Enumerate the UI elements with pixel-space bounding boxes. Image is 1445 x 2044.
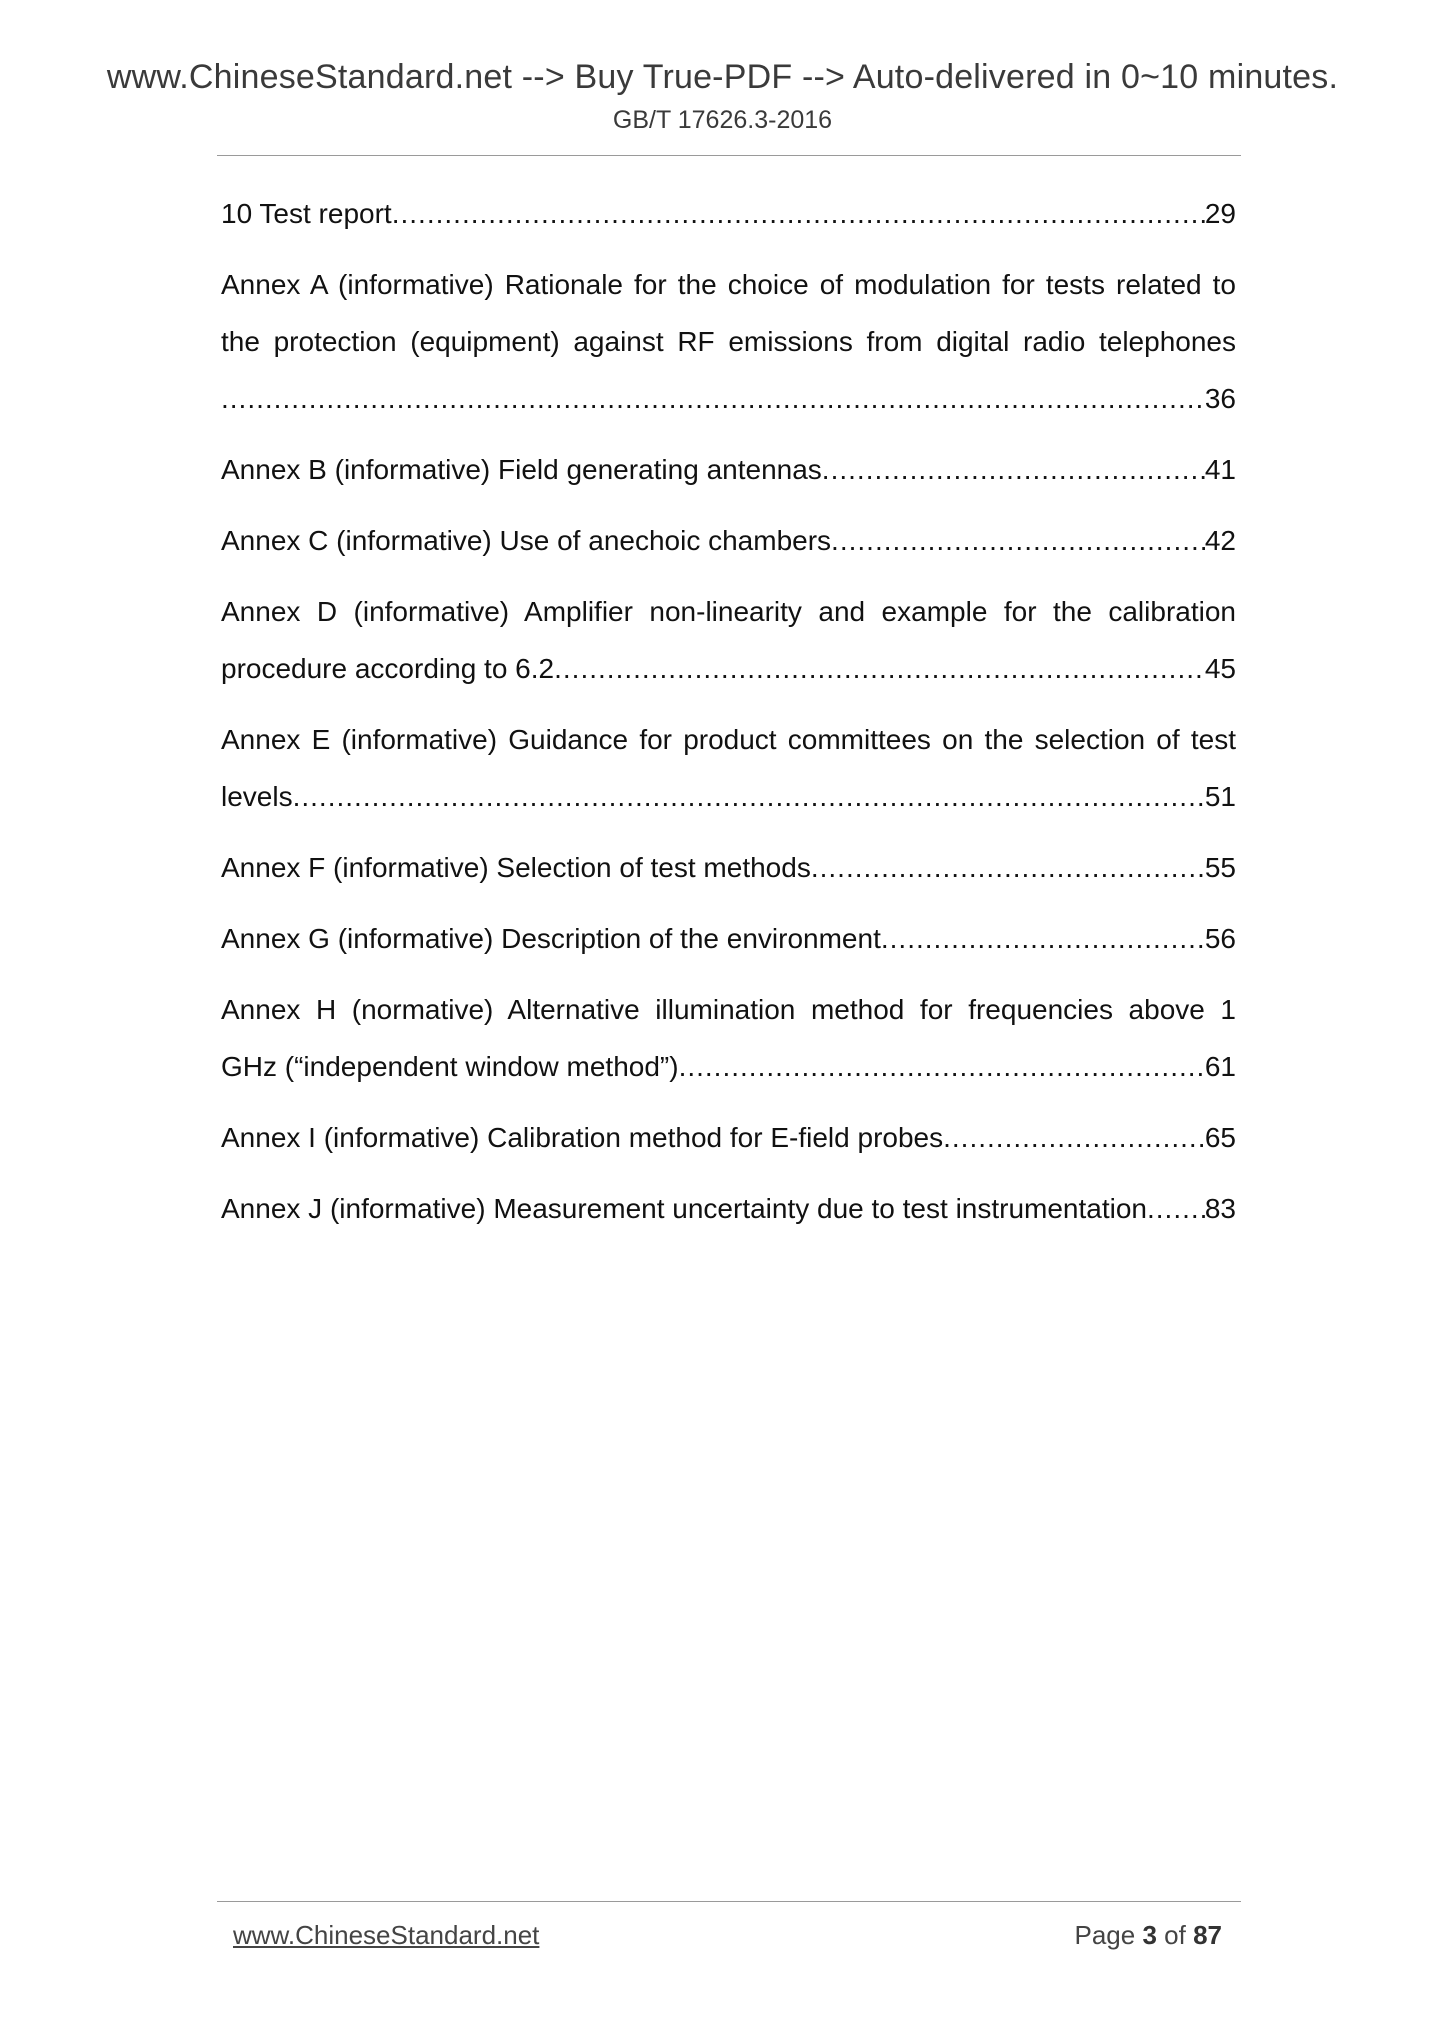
footer-divider [217, 1901, 1241, 1902]
toc-entry-title: Annex C (informative) Use of anechoic chambers [221, 525, 832, 556]
toc-entry[interactable] [221, 1180, 1236, 1237]
toc-entry-title: Annex I (informative) Calibration method for E-field probes [221, 1122, 944, 1153]
toc-page-number: 55 [1204, 852, 1236, 883]
footer-site-link[interactable]: www.ChineseStandard.net [233, 1920, 540, 1950]
header-banner: www.ChineseStandard.net --> Buy True-PDF --> Auto-delivered in 0~10 minutes. [106, 58, 1339, 96]
toc-entry[interactable] [221, 910, 1236, 967]
toc-entry[interactable] [221, 441, 1236, 498]
toc-page-number: 83 [1204, 1193, 1236, 1224]
toc-page-number: 51 [1204, 781, 1236, 812]
toc-entry[interactable] [221, 839, 1236, 896]
dot-leader [392, 185, 1205, 242]
document-id: GB/T 17626.3-2016 [612, 106, 833, 134]
toc-entry-title: Annex J (informative) Measurement uncertainty due to test instrumentation [221, 1193, 1147, 1224]
toc-entry-title: 10 Test report [221, 198, 392, 229]
dot-leader [221, 370, 1205, 427]
toc-page-number: 41 [1204, 454, 1236, 485]
page-label: Page [1074, 1920, 1136, 1950]
dot-leader [943, 1109, 1205, 1166]
dot-leader [679, 1038, 1205, 1095]
toc-entry-text: Annex A (informative) Rationale for the choice of modulation for tests related to [221, 269, 1236, 300]
current-page-number: 3 [1142, 1920, 1157, 1950]
dot-leader [554, 640, 1205, 697]
dot-leader [822, 441, 1205, 498]
toc-page-number: 56 [1204, 923, 1236, 954]
toc-page-number: 61 [1204, 1051, 1236, 1082]
dot-leader [881, 910, 1205, 967]
toc-entry-title: Annex B (informative) Field generating antennas [221, 454, 822, 485]
toc-entry[interactable] [221, 981, 1236, 1095]
toc-entry-title: Annex F (informative) Selection of test methods [221, 852, 811, 883]
toc-page-number: 29 [1204, 198, 1236, 229]
toc-entry-text: the protection (equipment) against RF emissions from digital radio telephones [221, 326, 1236, 357]
toc-page-number: 45 [1204, 653, 1236, 684]
toc-entry-title: Annex G (informative) Description of the environment [221, 923, 881, 954]
toc-page-number: 42 [1204, 525, 1236, 556]
toc-entry-title: levels [221, 781, 293, 812]
toc-entry[interactable] [221, 711, 1236, 825]
toc-entry-title: GHz (“independent window method”) [221, 1051, 679, 1082]
toc-entry-leader-line [221, 768, 1236, 825]
toc-entry-text: Annex D (informative) Amplifier non-linearity and example for the calibration [221, 596, 1236, 627]
dot-leader [1147, 1180, 1205, 1237]
toc-entry-leader-line [221, 1180, 1236, 1237]
toc-entry-leader-line [221, 640, 1236, 697]
total-pages-number: 87 [1193, 1920, 1222, 1950]
toc-entry-leader-line [221, 1038, 1236, 1095]
toc-entry-leader-line [221, 370, 1236, 427]
toc-entry-leader-line [221, 839, 1236, 896]
toc-entry-leader-line [221, 512, 1236, 569]
toc-entry[interactable] [221, 1109, 1236, 1166]
toc-page-number: 36 [1204, 383, 1236, 414]
toc-entry[interactable] [221, 256, 1236, 427]
toc-entry-leader-line [221, 441, 1236, 498]
toc-entry-text: Annex H (normative) Alternative illumination method for frequencies above 1 [221, 994, 1236, 1025]
toc-entry-leader-line [221, 1109, 1236, 1166]
dot-leader [293, 768, 1205, 825]
dot-leader [811, 839, 1205, 896]
toc-entry-title: procedure according to 6.2 [221, 653, 555, 684]
toc-entry[interactable] [221, 185, 1236, 242]
table-of-contents [221, 185, 1236, 1251]
toc-entry[interactable] [221, 583, 1236, 697]
toc-entry-leader-line [221, 185, 1236, 242]
header-divider [217, 155, 1241, 156]
toc-page-number: 65 [1204, 1122, 1236, 1153]
toc-entry-text: Annex E (informative) Guidance for product committees on the selection of test [221, 724, 1236, 755]
toc-entry-leader-line [221, 910, 1236, 967]
toc-entry[interactable] [221, 512, 1236, 569]
page-indicator [1074, 1920, 1222, 1951]
dot-leader [831, 512, 1205, 569]
page-of-label: of [1164, 1920, 1186, 1950]
